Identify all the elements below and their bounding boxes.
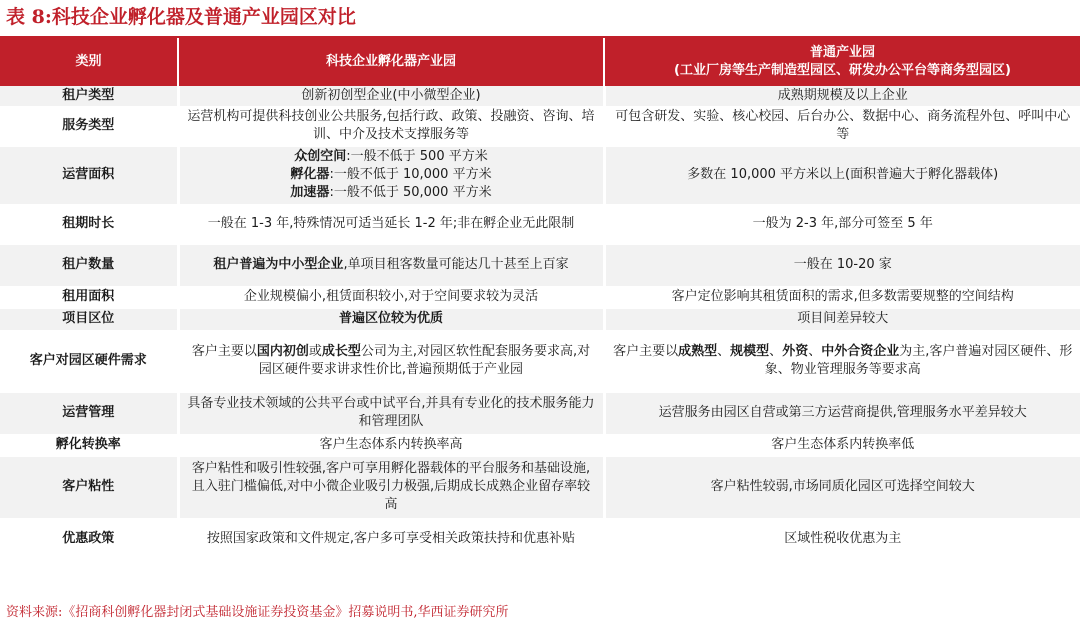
- header-ordinary: [604, 38, 1080, 86]
- table-row: [0, 392, 1080, 434]
- area-line-incubator: [186, 166, 597, 184]
- table-row: [0, 286, 1080, 308]
- row-category: 客户对园区硬件需求: [0, 330, 178, 392]
- location-bold: 普遍区位较为优质: [338, 311, 443, 326]
- row-category: 租户类型: [0, 86, 178, 106]
- row-category: 服务类型: [0, 106, 178, 146]
- hw-bold: 外资: [782, 344, 809, 359]
- table-row: [0, 244, 1080, 286]
- table-row: [0, 86, 1080, 106]
- hw-bold: 中外合资企业: [821, 344, 900, 359]
- row-category: 租户数量: [0, 244, 178, 286]
- row-incubator-cell: [178, 244, 604, 286]
- table-row: [0, 434, 1080, 456]
- table-row: [0, 456, 1080, 518]
- hw-text: 或: [308, 344, 322, 359]
- row-ordinary-cell: 一般在 10-20 家: [604, 244, 1080, 286]
- row-ordinary-cell: 客户生态体系内转换率低: [604, 434, 1080, 456]
- row-incubator-cell: 创新初创型企业(中小微型企业): [178, 86, 604, 106]
- row-ordinary-cell: 客户定位影响其租赁面积的需求,但多数需要规整的空间结构: [604, 286, 1080, 308]
- header-ordinary-subtitle: (工业厂房等生产制造型园区、研发办公平台等商务型园区): [674, 63, 1011, 78]
- row-incubator-cell: 按照国家政策和文件规定,客户多可享受相关政策扶持和优惠补贴: [178, 518, 604, 560]
- source-note: 资料来源:《招商科创孵化器封闭式基础设施证券投资基金》招募说明书,华西证券研究所: [6, 605, 509, 620]
- row-category: 运营管理: [0, 392, 178, 434]
- table-row: [0, 204, 1080, 244]
- hw-text: 、: [717, 344, 731, 359]
- row-ordinary-cell: 运营服务由园区自营或第三方运营商提供,管理服务水平差异较大: [604, 392, 1080, 434]
- table-row: [0, 518, 1080, 560]
- row-incubator-cell: 一般在 1-3 年,特殊情况可适当延长 1-2 年;非在孵企业无此限制: [178, 204, 604, 244]
- hw-text: 、: [808, 344, 822, 359]
- area-line-maker-space: [186, 148, 597, 166]
- table-row: [0, 146, 1080, 204]
- tenant-count-bold: 租户普遍为中小型企业: [213, 257, 344, 272]
- area-label: 众创空间: [294, 149, 347, 164]
- row-incubator-cell: [178, 308, 604, 330]
- header-ordinary-title: 普通产业园: [809, 45, 875, 60]
- row-category: 租期时长: [0, 204, 178, 244]
- header-category: 类别: [0, 38, 178, 86]
- hw-text: 、: [769, 344, 783, 359]
- tenant-count-text: ,单项目租客数量可能达几十甚至上百家: [343, 257, 569, 272]
- row-incubator-cell: 具备专业技术领域的公共平台或中试平台,并具有专业化的技术服务能力和管理团队: [178, 392, 604, 434]
- row-ordinary-cell: 客户粘性较弱,市场同质化园区可选择空间较大: [604, 456, 1080, 518]
- row-category: 租用面积: [0, 286, 178, 308]
- row-ordinary-cell: 项目间差异较大: [604, 308, 1080, 330]
- row-ordinary-cell: 多数在 10,000 平方米以上(面积普遍大于孵化器载体): [604, 146, 1080, 204]
- row-ordinary-cell: [604, 330, 1080, 392]
- row-incubator-cell: 运营机构可提供科技创业公共服务,包括行政、政策、投融资、咨询、培训、中介及技术支撑服务等: [178, 106, 604, 146]
- row-ordinary-cell: 区域性税收优惠为主: [604, 518, 1080, 560]
- row-category: 孵化转换率: [0, 434, 178, 456]
- row-incubator-cell: 客户生态体系内转换率高: [178, 434, 604, 456]
- row-category: 运营面积: [0, 146, 178, 204]
- area-text: :一般不低于 50,000 平方米: [329, 185, 492, 200]
- row-incubator-cell: [178, 330, 604, 392]
- row-incubator-cell: [178, 146, 604, 204]
- comparison-table: [0, 38, 1080, 561]
- area-text: :一般不低于 500 平方米: [346, 149, 488, 164]
- hw-bold: 成长型: [321, 344, 361, 359]
- table-row: [0, 308, 1080, 330]
- row-ordinary-cell: 可包含研发、实验、核心校园、后台办公、数据中心、商务流程外包、呼叫中心等: [604, 106, 1080, 146]
- area-label: 加速器: [290, 185, 330, 200]
- area-label: 孵化器: [290, 167, 330, 182]
- hw-bold: 规模型: [730, 344, 770, 359]
- hw-bold: 国内初创: [256, 344, 309, 359]
- row-ordinary-cell: 成熟期规模及以上企业: [604, 86, 1080, 106]
- header-incubator: 科技企业孵化器产业园: [178, 38, 604, 86]
- hw-bold: 成熟型: [678, 344, 718, 359]
- row-category: 客户粘性: [0, 456, 178, 518]
- hw-text: 公司为主,对园区软性配套服务要求高,对园区硬件要求讲求性价比,普遍预期低于产业园: [258, 344, 591, 377]
- hw-text: 为主,客户普遍对园区硬件、形象、物业管理服务等要求高: [764, 344, 1073, 377]
- table-header-row: [0, 38, 1080, 86]
- table-row: [0, 330, 1080, 392]
- row-incubator-cell: 客户粘性和吸引性较强,客户可享用孵化器载体的平台服务和基础设施,且入驻门槛偏低,对中小微企业吸引力极强,后期成长成熟企业留存率较高: [178, 456, 604, 518]
- area-text: :一般不低于 10,000 平方米: [329, 167, 492, 182]
- row-category: 项目区位: [0, 308, 178, 330]
- row-category: 优惠政策: [0, 518, 178, 560]
- area-line-accelerator: [186, 184, 597, 202]
- table-title: 表 8:科技企业孵化器及普通产业园区对比: [6, 6, 356, 28]
- row-incubator-cell: 企业规模偏小,租赁面积较小,对于空间要求较为灵活: [178, 286, 604, 308]
- hw-text: 客户主要以: [191, 344, 257, 359]
- table-row: [0, 106, 1080, 146]
- row-ordinary-cell: 一般为 2-3 年,部分可签至 5 年: [604, 204, 1080, 244]
- hw-text: 客户主要以: [613, 344, 679, 359]
